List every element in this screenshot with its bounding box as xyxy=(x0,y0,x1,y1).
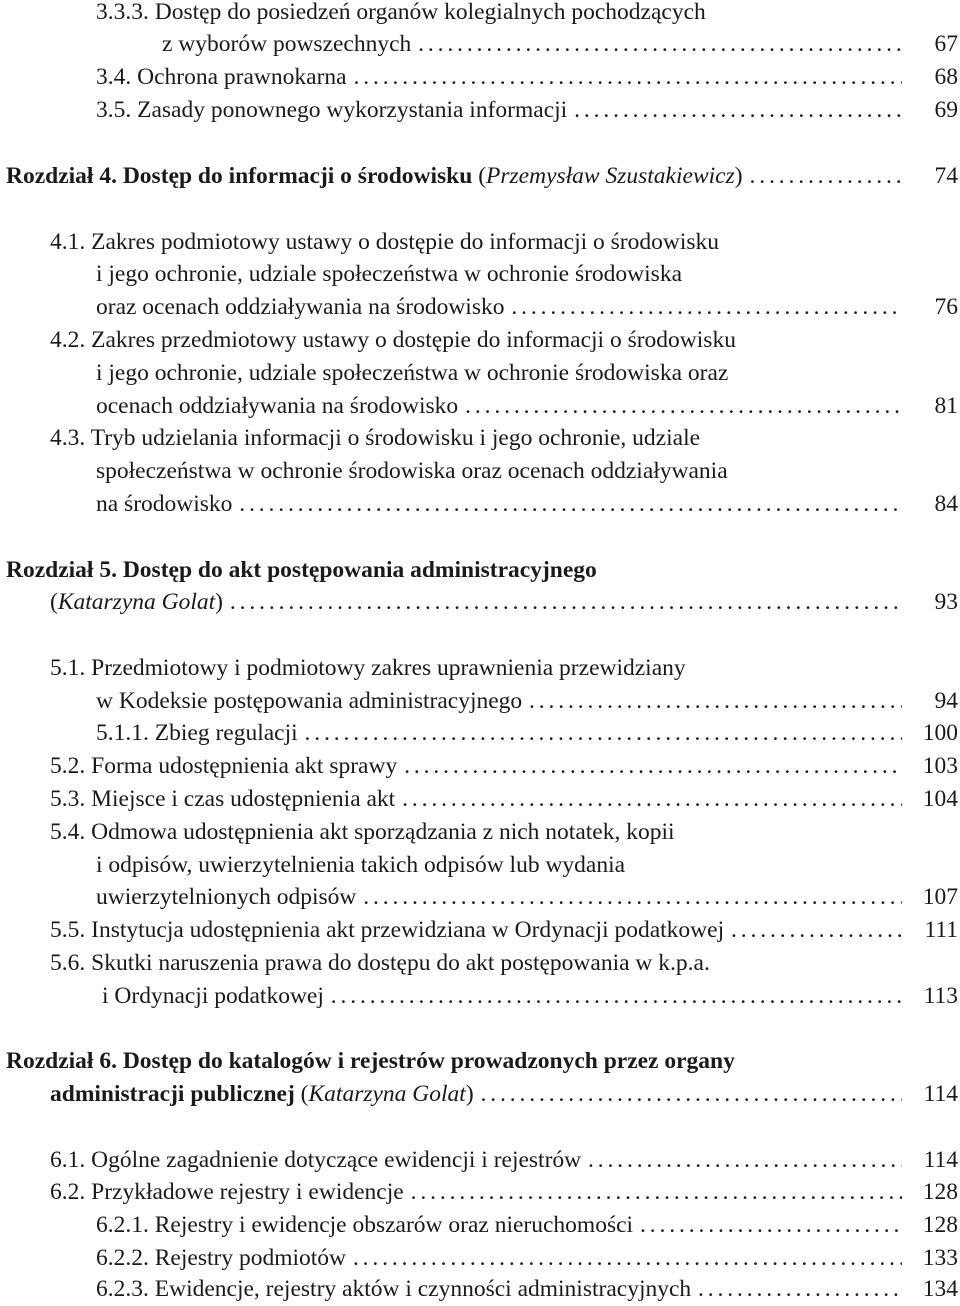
toc-line xyxy=(0,455,960,488)
toc-entry-text: i Ordynacji podatkowej . . . xyxy=(102,980,902,1013)
toc-entry-text: 3.4. Ochrona prawnokarna . . . xyxy=(96,61,902,94)
toc-line xyxy=(0,324,960,357)
toc-line xyxy=(0,1176,960,1209)
toc-page-number: 100 xyxy=(904,717,958,750)
toc-line xyxy=(0,28,960,61)
toc-line xyxy=(0,357,960,390)
chapter-label: Rozdział 4. Dostęp do informacji o środowisku xyxy=(6,163,473,189)
toc-chapter-line xyxy=(0,1078,960,1111)
toc-page-number: 103 xyxy=(904,750,958,783)
toc-line xyxy=(0,0,960,29)
toc-entry-text: 4.3. Tryb udzielania informacji o środowisku i jego ochronie, udziale xyxy=(50,425,701,451)
toc-page-number: 111 xyxy=(904,914,958,947)
chapter-heading: Rozdział 4. Dostęp do informacji o środowisku (Przemysław Szustakiewicz) . . . xyxy=(6,160,902,193)
toc-entry-text: z wyborów powszechnych . . . xyxy=(162,28,902,61)
toc-entry-text: 3.5. Zasady ponownego wykorzystania informacji . . . xyxy=(96,94,902,127)
toc-line xyxy=(0,390,960,423)
toc-line xyxy=(0,291,960,324)
toc-line xyxy=(0,816,960,849)
toc-chapter-line xyxy=(0,586,960,619)
toc-line xyxy=(0,94,960,127)
toc-page-number: 81 xyxy=(904,390,958,423)
toc-entry-text: ocenach oddziaływania na środowisko . . . xyxy=(96,390,902,423)
toc-line xyxy=(0,783,960,816)
toc-line xyxy=(0,61,960,94)
chapter-heading: Rozdział 5. Dostęp do akt postępowania administracyjnego xyxy=(6,557,597,583)
toc-line xyxy=(0,1273,960,1306)
toc-line xyxy=(0,226,960,259)
toc-page-number: 67 xyxy=(904,28,958,61)
toc-line xyxy=(0,717,960,750)
toc-entry-text: 6.2.1. Rejestry i ewidencje obszarów oraz nieruchomości . . . xyxy=(96,1209,902,1242)
toc-entry-text: 5.3. Miejsce i czas udostępnienia akt . . . xyxy=(50,783,902,816)
toc-entry-text: 5.1. Przedmiotowy i podmiotowy zakres uprawnienia przewidziany xyxy=(50,655,686,681)
toc-entry-text: 3.3.3. Dostęp do posiedzeń organów kolegialnych pochodzących xyxy=(96,0,706,25)
chapter-author: Katarzyna Golat xyxy=(308,1081,466,1107)
toc-entry-text: 6.2. Przykładowe rejestry i ewidencje . . . xyxy=(50,1176,902,1209)
toc-entry-text: na środowisko . . . xyxy=(96,488,902,521)
toc-line xyxy=(0,258,960,291)
toc-page-number: 113 xyxy=(904,980,958,1013)
toc-line xyxy=(0,1209,960,1242)
toc-page-number: 114 xyxy=(904,1144,958,1177)
toc-line xyxy=(0,914,960,947)
toc-entry-text: i jego ochronie, udziale społeczeństwa w ochronie środowiska oraz xyxy=(96,360,729,386)
toc-line xyxy=(0,947,960,980)
toc-page-number: 74 xyxy=(904,160,958,193)
toc-line xyxy=(0,849,960,882)
chapter-author-line: (Katarzyna Golat) . . . xyxy=(50,586,902,619)
toc-page-number: 107 xyxy=(904,881,958,914)
toc-line xyxy=(0,685,960,718)
chapter-author: Przemysław Szustakiewicz xyxy=(486,163,735,189)
toc-line xyxy=(0,881,960,914)
toc-entry-text: 4.1. Zakres podmiotowy ustawy o dostępie do informacji o środowisku xyxy=(50,229,720,255)
toc-entry-text: 5.2. Forma udostępnienia akt sprawy . . . xyxy=(50,750,902,783)
toc-entry-text: 5.4. Odmowa udostępnienia akt sporządzania z nich notatek, kopii xyxy=(50,819,675,845)
chapter-heading: Rozdział 6. Dostęp do katalogów i rejestrów prowadzonych przez organy xyxy=(6,1048,735,1074)
toc-page-number: 133 xyxy=(904,1242,958,1275)
toc-page-number: 128 xyxy=(904,1176,958,1209)
toc-line xyxy=(0,488,960,521)
toc-entry-text: oraz ocenach oddziaływania na środowisko . . . xyxy=(96,291,902,324)
toc-entry-text: 6.2.2. Rejestry podmiotów . . . xyxy=(96,1242,902,1275)
toc-page-number: 114 xyxy=(904,1078,958,1111)
toc-line xyxy=(0,422,960,455)
toc-chapter-line xyxy=(0,554,960,587)
toc-entry-text: 5.1.1. Zbieg regulacji . . . xyxy=(96,717,902,750)
toc-entry-text: 4.2. Zakres przedmiotowy ustawy o dostępie do informacji o środowisku xyxy=(50,327,736,353)
toc-entry-text: uwierzytelnionych odpisów . . . xyxy=(96,881,902,914)
toc-page-number: 84 xyxy=(904,488,958,521)
toc-line xyxy=(0,652,960,685)
toc-page-number: 134 xyxy=(904,1273,958,1306)
toc-entry-text: i odpisów, uwierzytelnienia takich odpisów lub wydania xyxy=(96,852,626,878)
toc-entry-text: społeczeństwa w ochronie środowiska oraz ocenach oddziaływania xyxy=(96,458,728,484)
toc-line xyxy=(0,750,960,783)
toc-line xyxy=(0,980,960,1013)
toc-page-number: 94 xyxy=(904,685,958,718)
toc-page-number: 69 xyxy=(904,94,958,127)
toc-page-number: 128 xyxy=(904,1209,958,1242)
toc-chapter-line xyxy=(0,160,960,193)
toc-entry-text: i jego ochronie, udziale społeczeństwa w ochronie środowiska xyxy=(96,261,683,287)
toc-line xyxy=(0,1144,960,1177)
toc-chapter-line xyxy=(0,1045,960,1078)
toc-entry-text: 5.5. Instytucja udostępnienia akt przewidziana w Ordynacji podatkowej . . . xyxy=(50,914,902,947)
chapter-author: Katarzyna Golat xyxy=(57,589,216,615)
chapter-heading-end: administracji publicznej (Katarzyna Golat) . . . xyxy=(50,1078,902,1111)
chapter-label: administracji publicznej xyxy=(50,1081,295,1107)
toc-page-number: 104 xyxy=(904,783,958,816)
toc-entry-text: 6.1. Ogólne zagadnienie dotyczące ewidencji i rejestrów . . . xyxy=(50,1144,902,1177)
toc-entry-text: 6.2.3. Ewidencje, rejestry aktów i czynności administracyjnych . . . xyxy=(96,1273,902,1306)
toc-line xyxy=(0,1242,960,1275)
toc-entry-text: 5.6. Skutki naruszenia prawa do dostępu do akt postępowania w k.p.a. xyxy=(50,950,710,976)
toc-entry-text: w Kodeksie postępowania administracyjnego . . . xyxy=(96,685,902,718)
toc-page-number: 76 xyxy=(904,291,958,324)
toc-page-number: 93 xyxy=(904,586,958,619)
toc-page-number: 68 xyxy=(904,61,958,94)
